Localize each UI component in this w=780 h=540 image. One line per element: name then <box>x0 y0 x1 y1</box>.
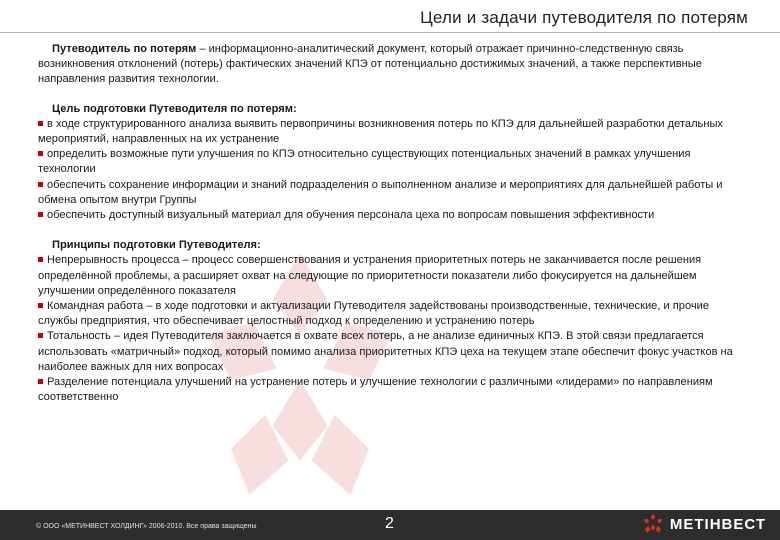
list-item: Разделение потенциала улучшений на устранение потерь и улучшение технологии с различными «лидерами» по направлениям соответственно <box>38 376 713 404</box>
intro-term: Путеводитель по потерям <box>52 43 197 55</box>
list-item: определить возможные пути улучшения по КПЭ относительно существующих потенциальных значений в рамках улучшения технологии <box>38 148 691 176</box>
bullet-icon <box>38 303 43 308</box>
bullet-icon <box>38 257 43 262</box>
logo-text: МЕТІНВЕСТ <box>669 515 766 533</box>
bullet-icon <box>38 212 43 217</box>
main-content <box>38 42 748 420</box>
metinvest-logo-icon <box>642 513 664 535</box>
goals-section <box>38 102 748 224</box>
bullet-icon <box>38 121 43 126</box>
goals-heading: Цель подготовки Путеводителя по потерям: <box>52 102 297 115</box>
company-logo <box>642 513 766 535</box>
list-item: обеспечить доступный визуальный материал для обучения персонала цеха по вопросам повышения эффективности <box>38 208 748 223</box>
page-title: Цели и задачи путеводителя по потерям <box>420 8 748 27</box>
intro-text: – информационно-аналитический документ, который отражает причинно-следственную связь возникновения отклонений (потерь) фактических значений КПЭ от потенциально достижимых значений, а также перспективные направления развития технологии. <box>38 43 702 86</box>
copyright-text: © ООО «МЕТИНВЕСТ ХОЛДИНГ» 2006-2010. Все права защищены <box>36 523 257 530</box>
intro-paragraph <box>38 42 748 88</box>
list-item: обеспечить сохранение информации и знаний подразделения о выполненном анализе и мероприятиях для дальнейшей работы и обмена опытом внутри Группы <box>38 178 723 206</box>
principles-heading: Принципы подготовки Путеводителя: <box>52 239 261 252</box>
principles-section <box>38 238 748 405</box>
bullet-icon <box>38 333 43 338</box>
page-number: 2 <box>385 515 394 532</box>
bullet-icon <box>38 182 43 187</box>
list-item: в ходе структурированного анализа выявить первопричины возникновения потерь по КПЭ для дальнейшей разработки детальных мероприятий, направленных на их устранение <box>38 117 723 146</box>
list-item: Тотальность – идея Путеводителя заключается в охвате всех потерь, а не анализе единичных КПЭ. В этой связи предлагается использовать «матричный» подход, который помимо анализа приоритетных КПЭ цеха на текущем этапе обеспечит фокус участков на наиболее важных для них вопросах <box>38 330 733 373</box>
list-item: Командная работа – в ходе подготовки и актуализации Путеводителя задействованы производственные, технические, и прочие службы предприятия, что обеспечивает целостный подход к определению и устранению потерь <box>38 300 710 328</box>
bullet-icon <box>38 151 43 156</box>
title-divider <box>0 32 780 33</box>
list-item: Непрерывность процесса – процесс совершенствования и устранения приоритетных потерь не заканчивается после решения определённой проблемы, а расширяет охват на следующие по приоритетности показатели либо фокусируется на дальнейшем улучшении определённого показателя <box>38 254 702 297</box>
bullet-icon <box>38 379 43 384</box>
